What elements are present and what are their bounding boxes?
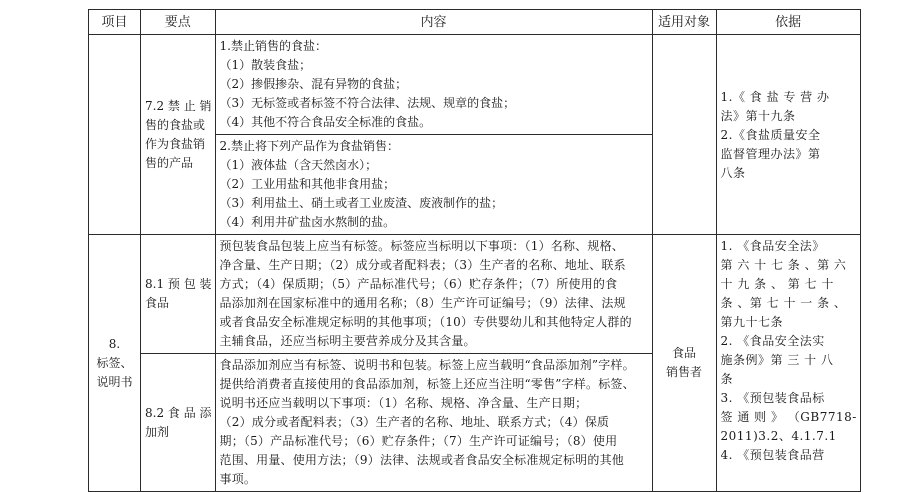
row2-sub1-content-cell — [215, 235, 652, 354]
basis-line: 八条 — [720, 166, 746, 180]
content-line: 期；（5）产品标准代号；（6）贮存条件；（7）生产许可证编号；（8）使用 — [219, 434, 618, 448]
regulation-table-sheet — [88, 9, 861, 492]
content-line: （2）工业用盐和其他非食用盐； — [219, 177, 396, 191]
header-item: 项目 — [89, 10, 141, 35]
basis-line: 法》第十九条 — [720, 109, 796, 123]
basis-line: 3. 《预包装食品标 — [720, 391, 825, 405]
content-line: 1.禁止销售的食盐： — [219, 39, 327, 53]
content-line: 主辅食品，还应当标明主要营养成分及其含量。 — [219, 334, 476, 348]
content-line: 食品添加剂应当有标签、说明书和包装。标签上应当载明“食品添加剂”字样。 — [219, 358, 635, 372]
basis-line: 第九十七条 — [720, 315, 784, 329]
basis-line: 4. 《预包装食品营 — [720, 448, 825, 462]
content-line: 提供给消费者直接使用的食品添加剂，标签上还应当注明“零售”字样。标签、 — [219, 377, 635, 391]
row2-item-line: 标签、 — [96, 355, 133, 370]
basis-line: 签 通 则 》 （GB7718- — [720, 410, 857, 424]
basis-line: 条 — [720, 372, 734, 386]
content-line: 2.禁止将下列产品作为食盐销售： — [219, 139, 399, 153]
basis-line: 1.《 食 盐 专 营 办 — [720, 90, 830, 104]
row-7-2-a — [89, 35, 861, 135]
row2-target-cell — [652, 235, 716, 492]
row1-content-a-cell — [215, 35, 652, 135]
basis-line: 2.《食盐质量安全 — [720, 128, 821, 142]
basis-line: 2011)3.2、4.1.7.1 — [720, 429, 837, 443]
content-line: 事项。 — [219, 472, 257, 486]
content-line: 方式；（4）保质期；（5）产品标准代号；（6）贮存条件；（7）所使用的食 — [219, 277, 618, 291]
target-line: 食品 — [672, 346, 697, 360]
basis-line: 第 六 十 七 条 、第 六 — [720, 258, 847, 272]
header-basis: 依据 — [716, 10, 860, 35]
content-line: （4）其他不符合食品安全标准的食盐。 — [219, 115, 432, 129]
row1-basis-cell — [716, 35, 860, 235]
header-point: 要点 — [141, 10, 216, 35]
basis-line: 1. 《食品安全法》 — [720, 239, 825, 253]
row2-item-cell — [89, 235, 141, 492]
header-row — [89, 10, 861, 35]
row1-point-line: 7.2 禁 止 销 — [145, 98, 212, 113]
row2-basis-cell — [716, 235, 860, 492]
basis-line: 十 九 条 、 第 七 十 — [720, 277, 834, 291]
row2-item-line: 8. — [108, 336, 121, 351]
basis-line: 施条例》第 三 十 八 — [720, 353, 834, 367]
content-line: （1）液体盐（含天然卤水）； — [219, 158, 378, 172]
content-line: 或者食品安全标准规定标明的其他事项；（10）专供婴幼儿和其他特定人群的 — [219, 315, 632, 329]
header-content: 内容 — [215, 10, 652, 35]
row1-point-line: 售的食盐或 — [145, 117, 206, 132]
content-line: 说明书还应当载明以下事项：（1）名称、规格、净含量、生产日期； — [219, 396, 588, 410]
basis-line: 2. 《食品安全法实 — [720, 334, 825, 348]
row2-item-line: 说明书 — [96, 374, 133, 389]
content-line: 净含量、生产日期；（2）成分或者配料表；（3）生产者的名称、地址、联系 — [219, 258, 626, 272]
content-line: （3）利用盐土、硝土或者工业废渣、废液制作的盐； — [219, 196, 504, 210]
row2-sub2-content-cell — [215, 354, 652, 492]
row1-point-line: 售的产品 — [145, 155, 194, 170]
content-line: 范围、用量、使用方法；（9）法律、法规或者食品安全标准规定标明的其他 — [219, 453, 624, 467]
content-line: （2）成分或者配料表；（3）生产者的名称、地址、联系方式；（4）保质 — [219, 415, 610, 429]
content-line: （4）利用井矿盐卤水熬制的盐。 — [219, 215, 396, 229]
content-line: （2）掺假掺杂、混有异物的食盐； — [219, 77, 408, 91]
header-target: 适用对象 — [652, 10, 716, 35]
row1-point-cell — [141, 35, 216, 235]
row2-sub2-point-cell — [141, 354, 216, 492]
sub2-point-line: 8.2 食 品 添 — [145, 405, 212, 420]
target-line: 销售者 — [666, 365, 703, 379]
row1-target-cell — [652, 35, 716, 235]
sub1-point-line: 8.1 预 包 装 — [145, 277, 212, 291]
sub2-point-line: 加剂 — [145, 424, 170, 439]
basis-line: 监督管理办法》第 — [720, 147, 821, 161]
content-line: 品添加剂在国家标准中的通用名称；（8）生产许可证编号；（9）法律、法规 — [219, 296, 626, 310]
row2-sub1-point-cell — [141, 235, 216, 354]
row-8-1 — [89, 235, 861, 354]
regulation-table — [88, 9, 861, 492]
row1-content-b-cell — [215, 135, 652, 235]
sub1-point-line: 食品 — [145, 296, 170, 310]
content-line: （3）无标签或者标签不符合法律、法规、规章的食盐； — [219, 96, 516, 110]
row1-item-cell — [89, 35, 141, 235]
content-line: （1）散装食盐； — [219, 58, 312, 72]
basis-line: 条 、第 七 十 一 条 、 — [720, 296, 847, 310]
content-line: 预包装食品包装上应当有标签。标签应当标明以下事项：（1）名称、规格、 — [219, 239, 624, 253]
row1-point-line: 作为食盐销 — [145, 136, 206, 151]
